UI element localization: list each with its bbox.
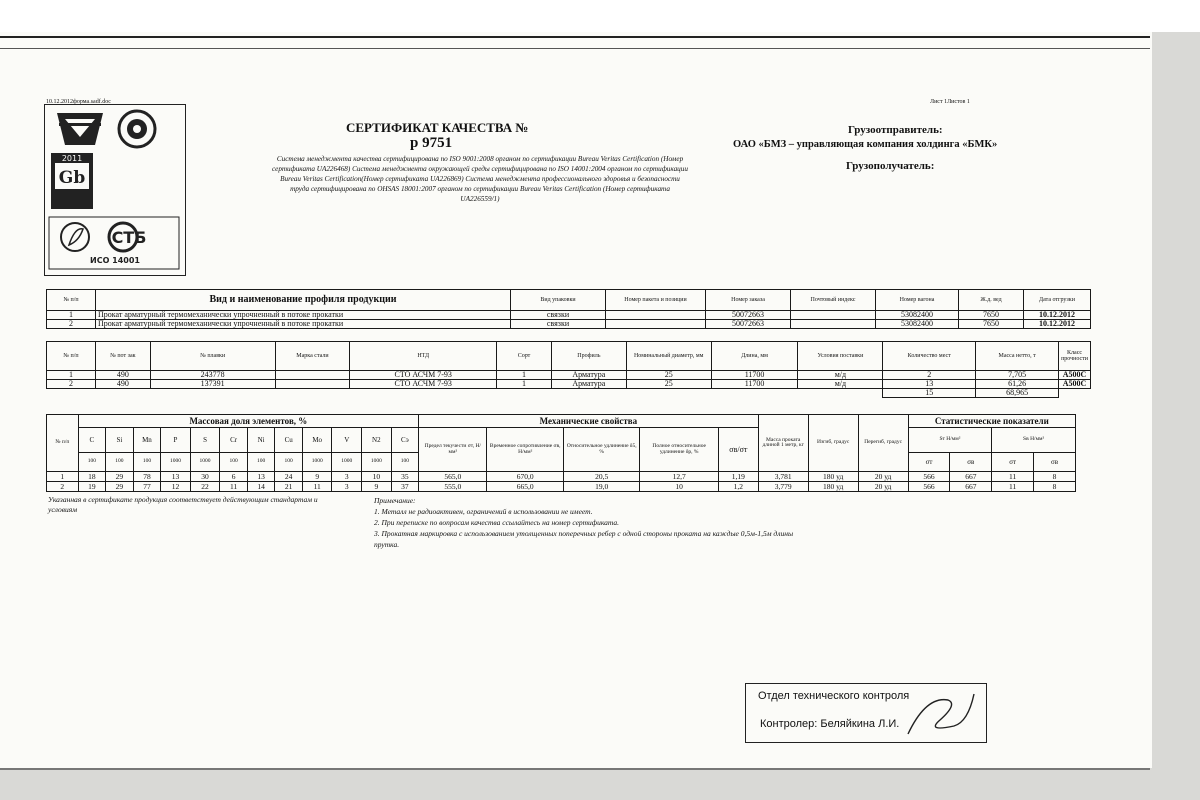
eco-leaf-icon — [61, 223, 89, 251]
cell: 490 — [95, 371, 150, 380]
col-header: Временное сопротивление σв, Н/мм² — [487, 428, 563, 472]
cell: 565,0 — [419, 472, 487, 482]
cell: 13 — [247, 472, 275, 482]
cell: 53082400 — [876, 311, 959, 320]
cell: 1 — [47, 472, 79, 482]
cell: 11 — [992, 472, 1034, 482]
cell: 11 — [302, 482, 332, 492]
table-row — [47, 482, 1076, 492]
col-header: № п/п — [47, 290, 96, 311]
cell: 1,19 — [718, 472, 758, 482]
sheet-count: Лист 1Листов 1 — [930, 99, 970, 105]
cell: 1 — [47, 371, 96, 380]
cell: связки — [511, 311, 606, 320]
col-header: Полное относительное удлинение δр, % — [640, 428, 719, 472]
cell: 20 уд — [858, 482, 908, 492]
properties-table — [46, 414, 1076, 492]
cell: 7,705 — [976, 371, 1059, 380]
cell: Прокат арматурный термомеханически упрочненный в потоке прокатки — [96, 320, 511, 329]
cell: 30 — [190, 472, 220, 482]
cell: 7650 — [959, 311, 1024, 320]
stb-mark: СТБ — [111, 228, 147, 247]
cell: связки — [511, 320, 606, 329]
company-logos — [45, 105, 185, 275]
notes-block — [374, 495, 804, 550]
cell: А500С — [1059, 371, 1091, 380]
cell — [791, 311, 876, 320]
mech-group-header: Механические свойства — [419, 415, 759, 428]
col-header: Масса нетто, т — [976, 342, 1059, 371]
shipper-name: ОАО «БМЗ – управляющая компания холдинга «БМК» — [733, 139, 998, 150]
receiver-label: Грузополучатель: — [846, 160, 935, 172]
col-header: σв/σт — [718, 428, 758, 472]
cell: 2 — [883, 371, 976, 380]
cell — [275, 380, 350, 389]
divisor: 100 — [391, 453, 419, 472]
col-header: Сорт — [497, 342, 552, 371]
col-header: Предел текучести σт, Н/мм² — [419, 428, 487, 472]
cell: 19,0 — [563, 482, 639, 492]
divisor: 100 — [106, 453, 134, 472]
second-rule — [0, 48, 1150, 49]
cell: 24 — [275, 472, 303, 482]
cell: 14 — [247, 482, 275, 492]
cell: 53082400 — [876, 320, 959, 329]
element-header: N2 — [362, 428, 392, 453]
cell: 35 — [391, 472, 419, 482]
divisor: 1000 — [190, 453, 220, 472]
cell: 78 — [133, 472, 161, 482]
cell: Прокат арматурный термомеханически упрочненный в потоке прокатки — [96, 311, 511, 320]
certificate-number: р 9751 — [410, 135, 453, 151]
cell: 670,0 — [487, 472, 563, 482]
cell: 7650 — [959, 320, 1024, 329]
qc-stamp — [745, 683, 987, 743]
cell: СТО АСЧМ 7-93 — [350, 380, 497, 389]
stat-sub: σт — [992, 453, 1034, 472]
divisor: 100 — [78, 453, 106, 472]
col-header: Класс прочности — [1059, 342, 1091, 371]
element-header: Cэ — [391, 428, 419, 453]
cell: 10.12.2012 — [1024, 311, 1091, 320]
element-header: Ni — [247, 428, 275, 453]
cell: 2 — [47, 320, 96, 329]
element-header: Mn — [133, 428, 161, 453]
col-header: Номер вагона — [876, 290, 959, 311]
cell: 2 — [47, 482, 79, 492]
cell: 566 — [908, 472, 950, 482]
bmz-logo-icon — [57, 113, 103, 145]
stat-header: Sт Н/мм² — [908, 428, 992, 453]
spacer — [47, 389, 883, 398]
cell: 6 — [220, 472, 248, 482]
gb-mark: Gb — [58, 168, 86, 188]
col-header: НТД — [350, 342, 497, 371]
stamp-inspector: Контролер: Беляйкина Л.И. — [760, 718, 900, 730]
cell: Арматура — [551, 380, 626, 389]
cell: 13 — [161, 472, 191, 482]
cell: 243778 — [150, 371, 275, 380]
divisor: 1000 — [161, 453, 191, 472]
conformity-statement: Указанная в сертификате продукция соответствует действующим стандартам и условиям — [48, 495, 318, 514]
cell: 3 — [332, 482, 362, 492]
col-header: № п/п — [47, 415, 79, 472]
col-header: Масса проката длиной 1 метр, кг — [758, 415, 808, 472]
cell: 3,779 — [758, 482, 808, 492]
cell: 566 — [908, 482, 950, 492]
cell: 10.12.2012 — [1024, 320, 1091, 329]
spacer — [1059, 389, 1091, 398]
award-year: 2011 — [61, 154, 83, 163]
cell: 1 — [47, 311, 96, 320]
note-item: 2. При переписке по вопросам качества ссылайтесь на номер сертификата. — [374, 518, 620, 527]
cell: 50072663 — [706, 320, 791, 329]
stamp-department: Отдел технического контроля — [758, 690, 910, 702]
cell: 490 — [95, 380, 150, 389]
col-header: № п/п — [47, 342, 96, 371]
cell: 19 — [78, 482, 106, 492]
cell: 10 — [362, 472, 392, 482]
notes-title: Примечание: — [374, 496, 416, 505]
cell: 11 — [220, 482, 248, 492]
divisor: 100 — [247, 453, 275, 472]
cell: 1,2 — [718, 482, 758, 492]
divisor: 1000 — [362, 453, 392, 472]
top-rule — [0, 36, 1150, 38]
divisor: 1000 — [332, 453, 362, 472]
cell: 20,5 — [563, 472, 639, 482]
certification-text: Система менеджмента качества сертифицирована по ISO 9001:2008 органом по сертификации Bureau Veritas Certification (Номер сертификата UA226468) Система менеджмента окружающей среды сертифицирована по ISO 14001:2004 органом по сертификации Bureau Veritas Certification(Номер сертификата UA226869) Система менеджмента профессионального здоровья и безопасности труда сертифицирована по OHSAS 18001:2007 органом по сертификации Bureau Veritas Certification (Номер сертификата UA226559/1) — [272, 155, 688, 203]
col-header: № плавки — [150, 342, 275, 371]
col-header: Номер заказа — [706, 290, 791, 311]
divisor: 100 — [220, 453, 248, 472]
divisor: 100 — [275, 453, 303, 472]
element-header: Mo — [302, 428, 332, 453]
cell: 665,0 — [487, 482, 563, 492]
col-header: Ж.д. вед — [959, 290, 1024, 311]
cell: 137391 — [150, 380, 275, 389]
cell: 180 уд — [808, 482, 858, 492]
col-header: Изгиб, градус — [808, 415, 858, 472]
element-header: Si — [106, 428, 134, 453]
certificate-title: СЕРТИФИКАТ КАЧЕСТВА № — [346, 120, 529, 135]
cell: 555,0 — [419, 482, 487, 492]
iso-label: ИСО 14001 — [90, 256, 140, 265]
table-row — [47, 472, 1076, 482]
element-header: S — [190, 428, 220, 453]
cell: 1 — [497, 371, 552, 380]
shipper-label: Грузоотправитель: — [848, 124, 943, 136]
cell: 667 — [950, 482, 992, 492]
cell: 12,7 — [640, 472, 719, 482]
cell: 21 — [275, 482, 303, 492]
cell: 22 — [190, 482, 220, 492]
col-header: Номер пакета и позиции — [606, 290, 706, 311]
product-table — [46, 289, 1091, 329]
cell — [606, 320, 706, 329]
cell — [606, 311, 706, 320]
stat-header: Sв Н/мм² — [992, 428, 1076, 453]
cell: 29 — [106, 482, 134, 492]
col-header: Длина, мм — [711, 342, 798, 371]
cell: 13 — [883, 380, 976, 389]
total-mass: 68,965 — [976, 389, 1059, 398]
element-header: V — [332, 428, 362, 453]
element-header: C — [78, 428, 106, 453]
stat-sub: σв — [1034, 453, 1076, 472]
cell: 3 — [332, 472, 362, 482]
cell: СТО АСЧМ 7-93 — [350, 371, 497, 380]
cell: 77 — [133, 482, 161, 492]
cell: 11700 — [711, 380, 798, 389]
col-header: Профиль — [551, 342, 626, 371]
cell: 8 — [1034, 482, 1076, 492]
cell: м/д — [798, 380, 883, 389]
element-header: Cr — [220, 428, 248, 453]
cell: 61,26 — [976, 380, 1059, 389]
cell: 3,781 — [758, 472, 808, 482]
stb-mark-icon — [109, 223, 146, 251]
divisor: 100 — [133, 453, 161, 472]
cell: 25 — [626, 380, 711, 389]
cell: 11700 — [711, 371, 798, 380]
cell — [275, 371, 350, 380]
logo-block — [44, 104, 186, 276]
element-header: P — [161, 428, 191, 453]
cell: Арматура — [551, 371, 626, 380]
col-header: № пот зак — [95, 342, 150, 371]
cell: 9 — [302, 472, 332, 482]
col-header: Перегиб, градус — [858, 415, 908, 472]
cell: А500С — [1059, 380, 1091, 389]
total-count: 15 — [883, 389, 976, 398]
top-margin — [0, 0, 1200, 32]
col-header: Дата отгрузки — [1024, 290, 1091, 311]
note-item: 1. Металл не радиоактивен, ограничений в использовании не имеет. — [374, 507, 593, 516]
cell: 12 — [161, 482, 191, 492]
cell: м/д — [798, 371, 883, 380]
quality-seal-icon — [119, 111, 155, 147]
elements-row — [47, 428, 1076, 453]
signature-icon — [896, 686, 986, 742]
element-header: Cu — [275, 428, 303, 453]
cell: 9 — [362, 482, 392, 492]
cell: 20 уд — [858, 472, 908, 482]
award-badge-icon — [51, 153, 93, 209]
col-header: Марка стали — [275, 342, 350, 371]
col-header: Номинальный диаметр, мм — [626, 342, 711, 371]
cell: 10 — [640, 482, 719, 492]
cell: 29 — [106, 472, 134, 482]
group-header-row — [47, 415, 1076, 428]
cell: 11 — [992, 482, 1034, 492]
cell — [791, 320, 876, 329]
stat-sub: σт — [908, 453, 950, 472]
batch-table-header — [47, 342, 1091, 371]
cell: 8 — [1034, 472, 1076, 482]
cell: 667 — [950, 472, 992, 482]
note-item: 3. Прокатная маркировка с использованием утолщенных поперечных ребер с одной стороны проката на каждые 0,5м-1,5м длины прутка. — [374, 529, 794, 549]
col-header: Вид и наименование профиля продукции — [96, 290, 511, 311]
cell: 2 — [47, 380, 96, 389]
stat-sub: σв — [950, 453, 992, 472]
col-header: Почтовый индекс — [791, 290, 876, 311]
file-name: 10.12.2012форма.sadf.doc — [46, 99, 111, 105]
col-header: Количество мест — [883, 342, 976, 371]
table-row — [47, 380, 1091, 389]
cell: 180 уд — [808, 472, 858, 482]
bottom-rule — [0, 768, 1150, 770]
col-header: Относительное удлинение δ5, % — [563, 428, 639, 472]
chem-group-header: Массовая доля элементов, % — [78, 415, 419, 428]
cell: 1 — [497, 380, 552, 389]
batch-table — [46, 341, 1091, 398]
col-header: Условия поставки — [798, 342, 883, 371]
cell: 50072663 — [706, 311, 791, 320]
cell: 25 — [626, 371, 711, 380]
col-header: Вид упаковки — [511, 290, 606, 311]
product-table-header — [47, 290, 1091, 311]
table-row — [47, 320, 1091, 329]
totals-row — [47, 389, 1091, 398]
divisor: 1000 — [302, 453, 332, 472]
stat-group-header: Статистические показатели — [908, 415, 1075, 428]
cell: 37 — [391, 482, 419, 492]
cell: 18 — [78, 472, 106, 482]
